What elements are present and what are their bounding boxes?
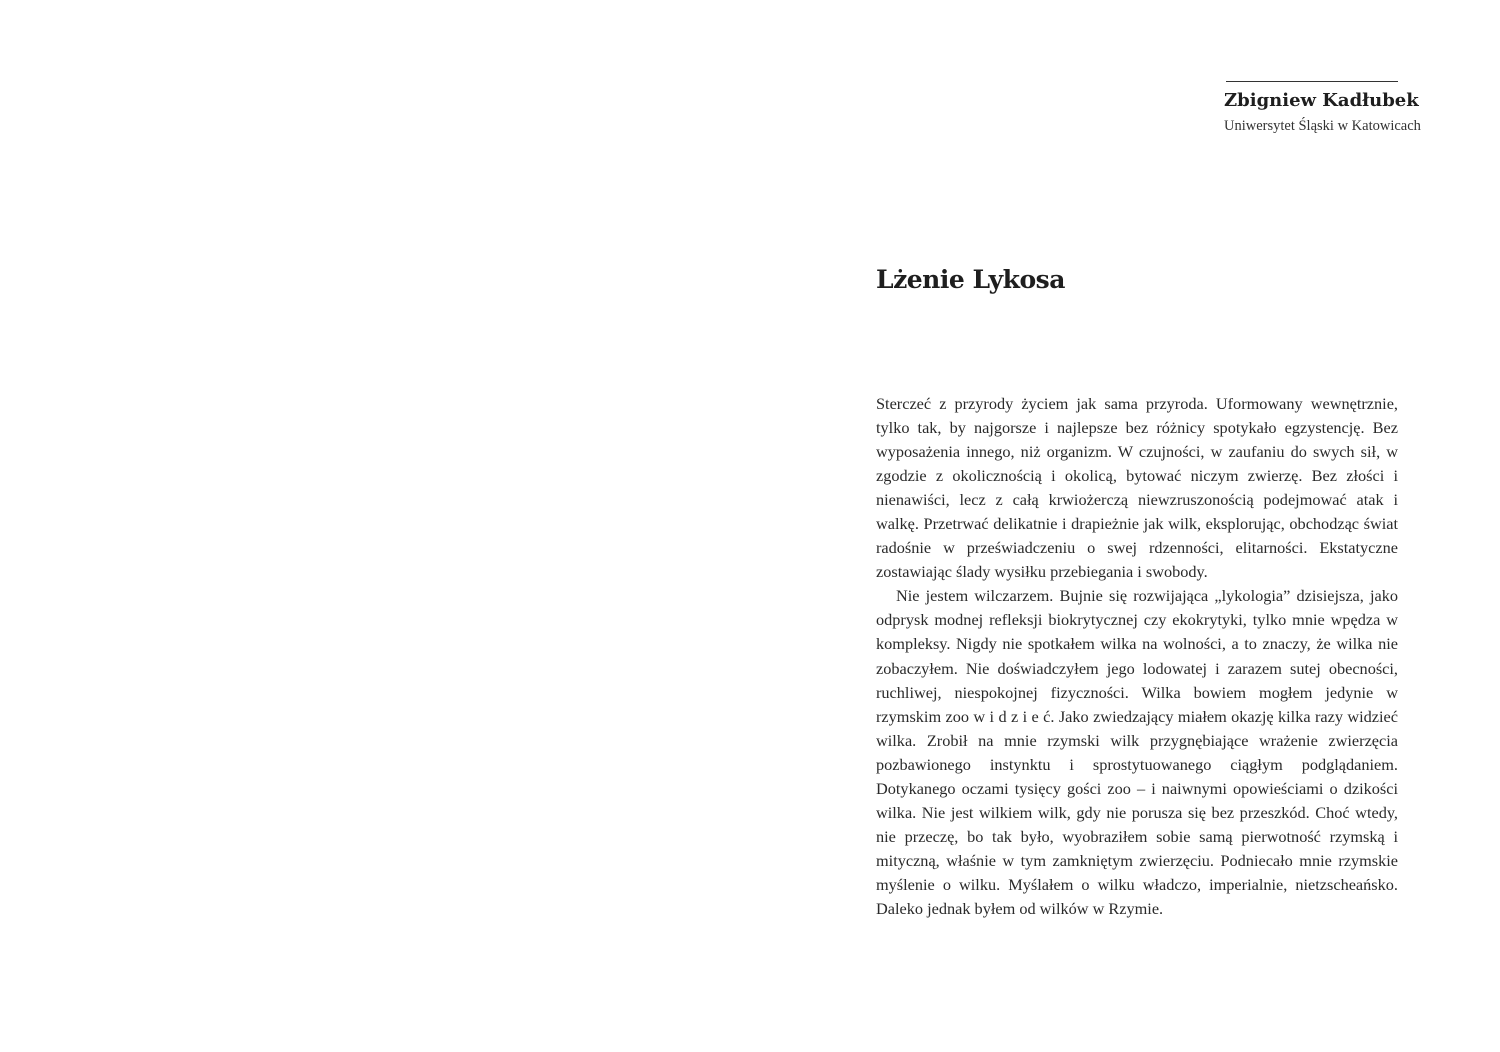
author-name: Zbigniew Kadłubek <box>1224 90 1419 111</box>
author-block <box>1224 81 1421 138</box>
author-rule <box>1226 81 1398 82</box>
author-affiliation: Uniwersytet Śląski w Katowicach <box>1224 118 1421 134</box>
body-paragraph-1: Sterczeć z przyrody życiem jak sama przyroda. Uformowany wewnętrznie, tylko tak, by najgorsze i najlepsze bez różnicy spotykało egzystencję. Bez wyposażenia innego, niż organizm. W czujności, w zaufaniu do swych sił, w zgodzie z okolicznością i okolicą, bytować niczym zwierzę. Bez złości i nienawiści, lecz z całą krwiożerczą niewzruszonością podejmować atak i walkę. Przetrwać delikatnie i drapieżnie jak wilk, eksplorując, obchodząc świat radośnie w przeświadczeniu o swej rdzenności, elitarności. Ekstatyczne zostawiając ślady wysiłku przebiegania i swobody. <box>876 394 1398 582</box>
article-body <box>876 392 1398 921</box>
article-title: Lżenie Lykosa <box>876 265 1065 294</box>
body-paragraph-2: Nie jestem wilczarzem. Bujnie się rozwijająca „lykologia” dzisiejsza, jako odprysk modnej refleksji biokrytycznej czy ekokrytyki, tylko mnie wpędza w kompleksy. Nigdy nie spotkałem wilka na wolności, a to znaczy, że wilka nie zobaczyłem. Nie doświadczyłem jego lodowatej i zarazem sutej obecności, ruchliwej, niespokojnej fizyczności. Wilka bowiem mogłem jedynie w rzymskim zoo w i d z i e ć. Jako zwiedzający miałem okazję kilka razy widzieć wilka. Zrobił na mnie rzymski wilk przygnębiające wrażenie zwierzęcia pozbawionego instynktu i sprostytuowanego ciągłym podglądaniem. Dotykanego oczami tysięcy gości zoo – i naiwnymi opowieściami o dzikości wilka. Nie jest wilkiem wilk, gdy nie porusza się bez przeszkód. Choć wtedy, nie przeczę, bo tak było, wyobraziłem sobie samą pierwotność rzymską i mityczną, właśnie w tym zamkniętym zwierzęciu. Podniecało mnie rzymskie myślenie o wilku. Myślałem o wilku władczo, imperialnie, nietzscheańsko. Daleko jednak byłem od wilków w Rzymie. <box>876 586 1398 918</box>
